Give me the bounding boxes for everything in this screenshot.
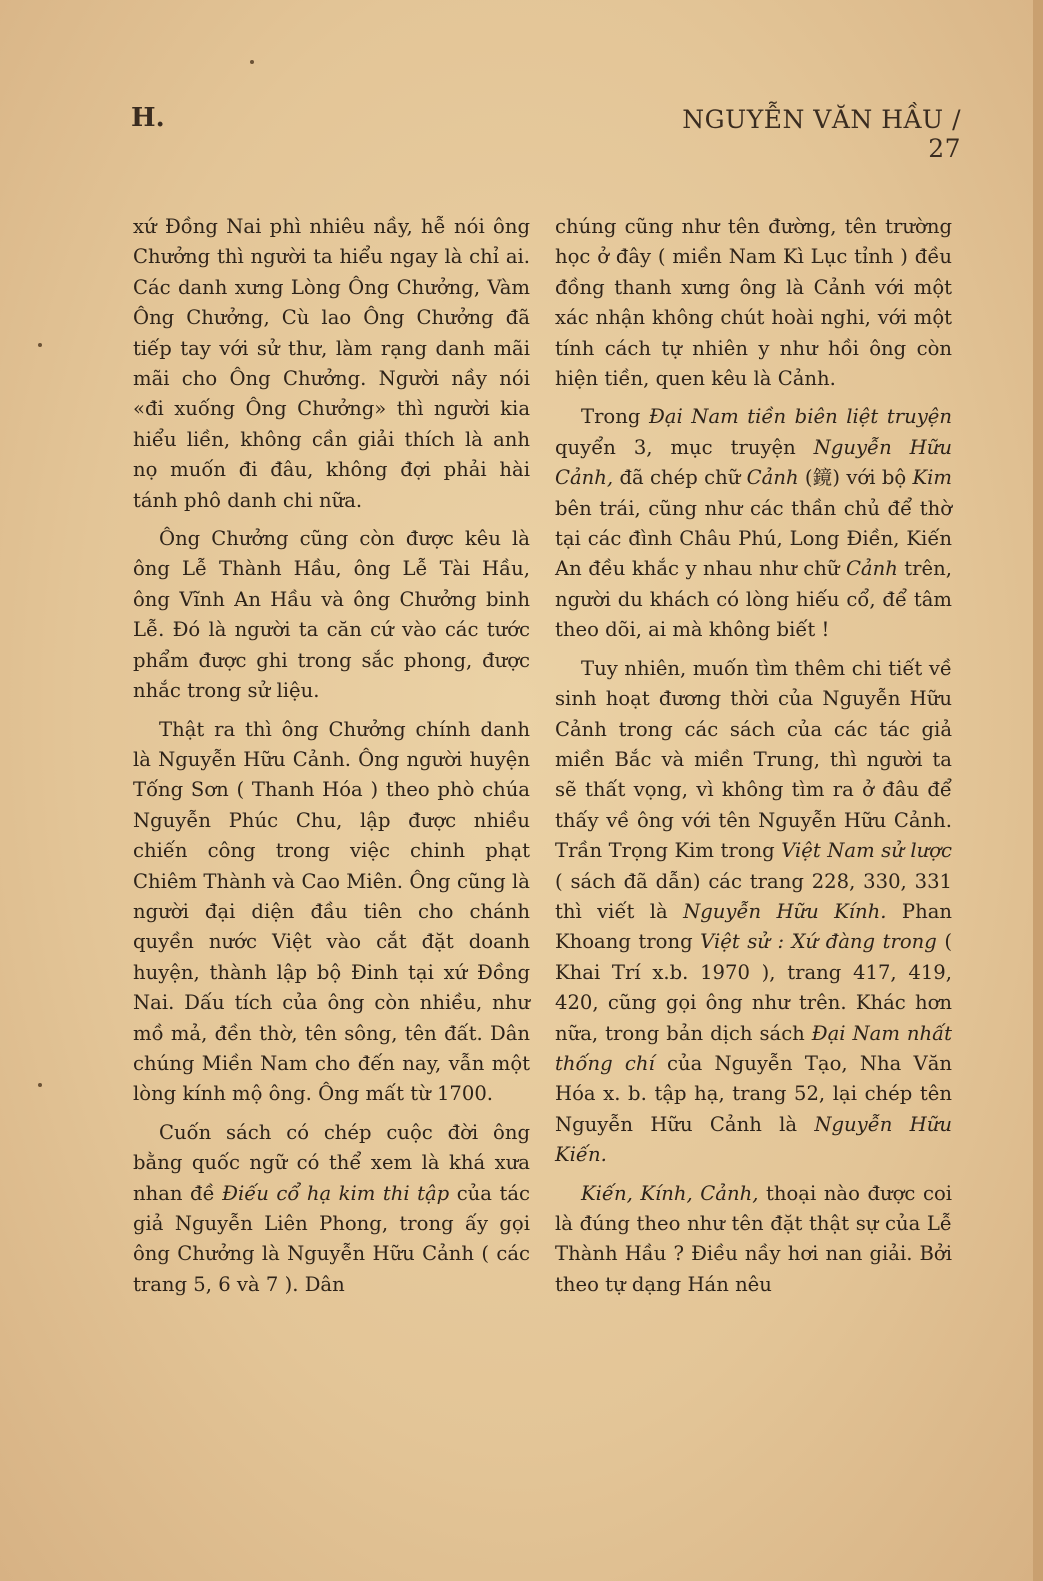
text-run: ( Khai Trí x.b. 1970 ), trang 417, 419, 420, cũng gọi ông như trên. Khác hơn nữa, trong bản dịch sách <box>555 930 952 1045</box>
right-text-column <box>555 212 952 1308</box>
character-name: Cảnh <box>746 466 799 490</box>
book-title: Điếu cổ hạ kim thi tập <box>222 1181 450 1205</box>
paragraph <box>555 402 952 645</box>
paragraph: chúng cũng như tên đường, tên trường học ở đây ( miền Nam Kì Lục tỉnh ) đều đồng thanh xưng ông là Cảnh với một xác nhận không chút hoài nghi, với một tính cách tự nhiên y như hồi ông còn hiện tiền, quen kêu là Cảnh. <box>555 215 952 391</box>
running-head: NGUYỄN VĂN HẦU / 27 <box>682 105 961 163</box>
text-run: ( sách đã dẫn) các trang 228, 330, 331 thì viết là <box>555 869 952 923</box>
header-section-mark: H. <box>131 103 165 133</box>
text-run: thoại nào được coi là đúng theo như tên đặt thật sự của Lễ Thành Hầu ? Điều nầy hơi nan giải. Bởi theo tự dạng Hán nêu <box>555 1181 953 1296</box>
text-run: (鏡) với bộ <box>798 466 913 490</box>
paragraph: Thật ra thì ông Chưởng chính danh là Nguyễn Hữu Cảnh. Ông người huyện Tống Sơn ( Thanh Hóa ) theo phò chúa Nguyễn Phúc Chu, lập được nhiều chiến công trong việc chinh phạt Chiêm Thành và Cao Miên. Ông cũng là người đại diện đầu tiên cho chánh quyền nước Việt vào cắt đặt doanh huyện, thành lập bộ Đinh tại xứ Đồng Nai. Dấu tích của ông còn nhiều, như mồ mả, đền thờ, tên sông, tên đất. Dân chúng Miền Nam cho đến nay, vẫn một lòng kính mộ ông. Ông mất từ 1700. <box>133 717 530 1106</box>
left-text-column <box>133 212 530 1308</box>
paragraph <box>555 654 952 1171</box>
paragraph <box>133 1118 530 1300</box>
book-title: Đại Nam tiền biên liệt truyện <box>648 405 952 429</box>
paragraph <box>555 1179 952 1301</box>
book-title: Việt Nam sử lược <box>781 839 952 863</box>
text-run: Trong <box>581 405 649 429</box>
print-speck <box>38 343 42 347</box>
print-speck <box>38 1083 42 1087</box>
paragraph: Ông Chưởng cũng còn được kêu là ông Lễ Thành Hầu, ông Lễ Tài Hầu, ông Vĩnh An Hầu và ông Chưởng binh Lễ. Đó là người ta căn cứ vào các tước phẩm được ghi trong sắc phong, được nhắc trong sử liệu. <box>133 527 530 703</box>
radical-name: Kim <box>912 466 952 490</box>
text-run: đã chép chữ <box>613 466 747 490</box>
text-run: Phan Khoang trong <box>555 899 952 954</box>
book-title: Đại Nam nhất thống chí <box>555 1021 952 1075</box>
text-run: Tuy nhiên, muốn tìm thêm chi tiết về sinh hoạt đương thời của Nguyễn Hữu Cảnh trong các sách của các tác giả miền Bắc và miền Trung, thì người ta sẽ thất vọng, vì không tìm ra ở đâu để thấy về ông với tên Nguyễn Hữu Cảnh. Trần Trọng Kim trong <box>555 656 952 863</box>
character-name: Cảnh <box>845 557 898 581</box>
person-name: Nguyễn Hữu Kiến. <box>555 1112 952 1167</box>
person-name: Nguyễn Hữu Kính. <box>683 899 887 923</box>
print-speck <box>250 60 254 64</box>
text-run: bên trái, cũng như các thần chủ để thờ tại các đình Châu Phú, Long Điền, Kiến An đều khắc y nhau như chữ <box>555 496 952 581</box>
person-name: Nguyễn Hữu Cảnh, <box>555 435 952 490</box>
paragraph: xứ Đồng Nai phì nhiêu nầy, hễ nói ông Chưởng thì người ta hiểu ngay là chỉ ai. Các danh xưng Lòng Ông Chưởng, Vàm Ông Chưởng, Cù lao Ông Chưởng đã tiếp tay với sử thư, làm rạng danh mãi mãi cho Ông Chưởng. Người nầy nói «đi xuống Ông Chưởng» thì người kia hiểu liền, không cần giải thích là anh nọ muốn đi đâu, không đợi phải hài tánh phô danh chi nữa. <box>133 215 530 512</box>
name-variants: Kiến, Kính, Cảnh, <box>581 1181 759 1205</box>
book-title: Việt sử : Xứ đàng trong <box>700 930 937 954</box>
paragraph-text: Cuốn sách có chép cuộc đời ông bằng quốc ngữ có thể xem là khá xưa nhan đề Điếu cổ hạ kim thi tập của tác giả Nguyễn Liên Phong, trong ấy gọi ông Chưởng là Nguyễn Hữu Cảnh ( các trang 5, 6 và 7 ). Dân <box>133 1120 530 1296</box>
text-run: của Nguyễn Tạo, Nha Văn Hóa x. b. tập hạ, trang 52, lại chép tên Nguyễn Hữu Cảnh là <box>555 1051 953 1136</box>
text-run: trên, người du khách có lòng hiếu cổ, để tâm theo dõi, ai mà không biết ! <box>555 557 952 642</box>
text-run: quyển 3, mục truyện <box>555 435 814 459</box>
